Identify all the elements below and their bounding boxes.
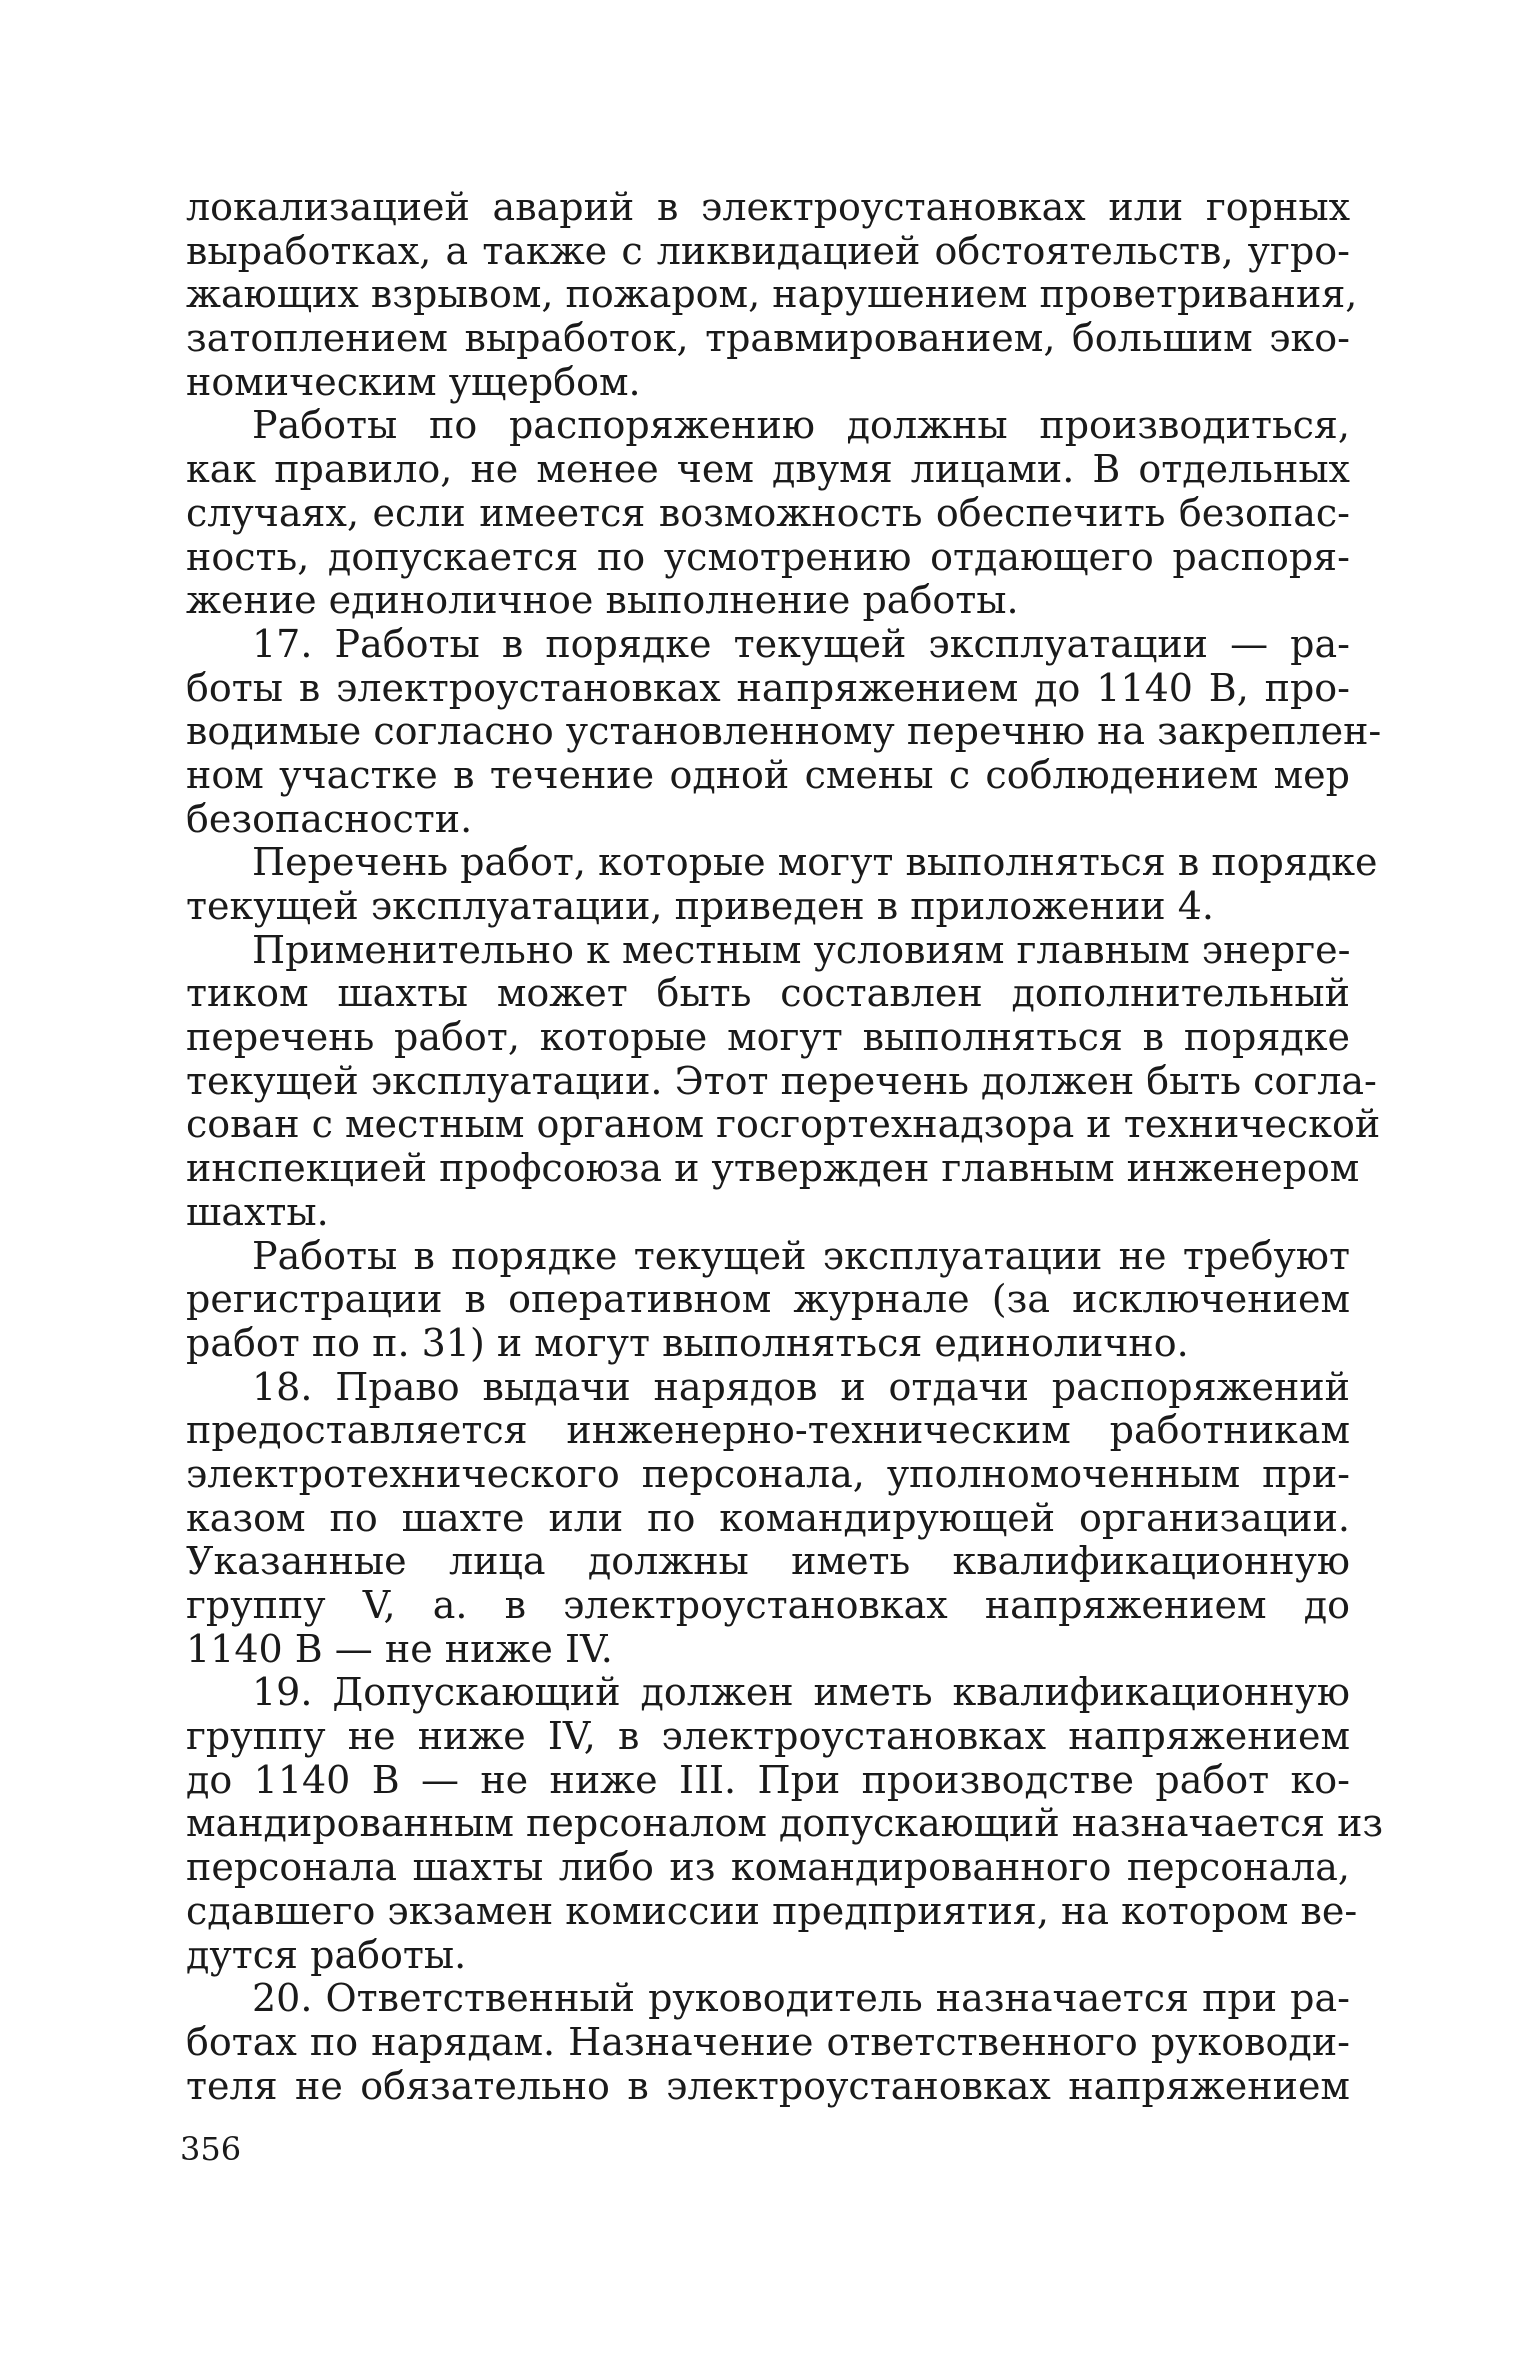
- paragraph: [186, 621, 1382, 841]
- text-line: текущей эксплуатации. Этот перечень должен быть согла-: [186, 1058, 1377, 1103]
- text-line: ность, допускается по усмотрению отдающего распоря-: [186, 534, 1350, 579]
- text-line: мандированным персоналом допускающий назначается из: [186, 1801, 1384, 1846]
- text-line: выработках, а также с ликвидацией обстоятельств, угро-: [186, 228, 1350, 273]
- text-line: персонала шахты либо из командированного персонала,: [186, 1845, 1350, 1890]
- paragraph: [186, 927, 1381, 1235]
- paragraph: [186, 404, 1350, 622]
- text-line: как правило, не менее чем двумя лицами. В отдельных: [186, 447, 1350, 492]
- text-line: Работы в порядке текущей эксплуатации не требуют: [252, 1233, 1350, 1278]
- page-number: 356: [180, 2130, 242, 2168]
- text-line: водимые согласно установленному перечню на закреплен-: [186, 709, 1382, 754]
- text-line: группу V, а. в электроустановках напряжением до: [186, 1583, 1350, 1627]
- text-line: сдавшего экзамен комиссии предприятия, на котором ве-: [186, 1888, 1358, 1933]
- text-line: затоплением выработок, травмированием, большим эко-: [186, 316, 1350, 361]
- paragraph: [186, 1235, 1350, 1366]
- text-line: теля не обязательно в электроустановках напряжением: [186, 2063, 1350, 2108]
- text-line: Работы по распоряжению должны производиться,: [252, 403, 1350, 448]
- text-line: 1140 В — не ниже IV.: [186, 1626, 613, 1671]
- text-line: группу не ниже IV, в электроустановках напряжением: [186, 1714, 1350, 1759]
- text-line: ботах по нарядам. Назначение ответственного руководи-: [186, 2019, 1350, 2064]
- text-line: тиком шахты может быть составлен дополнительный: [186, 971, 1350, 1016]
- text-line: 17. Работы в порядке текущей эксплуатации — ра-: [252, 621, 1350, 666]
- paragraph: [186, 185, 1358, 404]
- text-line: электротехнического персонала, уполномоченным при-: [186, 1451, 1350, 1496]
- text-line: Перечень работ, которые могут выполняться в порядке: [252, 840, 1378, 885]
- text-line: Применительно к местным условиям главным энерге-: [252, 927, 1351, 972]
- text-line: текущей эксплуатации, приведен в приложении 4.: [186, 884, 1214, 928]
- text-line: 20. Ответственный руководитель назначается при ра-: [252, 1976, 1350, 2021]
- text-line: регистрации в оперативном журнале (за исключением: [186, 1277, 1350, 1322]
- text-line: перечень работ, которые могут выполняться в порядке: [186, 1015, 1350, 1060]
- paragraph: [186, 840, 1378, 928]
- text-line: безопасности.: [186, 796, 473, 841]
- text-line: ном участке в течение одной смены с соблюдением мер: [186, 752, 1350, 797]
- text-line: сован с местным органом госгортехнадзора и технической: [186, 1102, 1381, 1147]
- text-line: предоставляется инженерно-техническим работникам: [186, 1408, 1350, 1453]
- text-line: работ по п. 31) и могут выполняться единолично.: [186, 1320, 1189, 1365]
- paragraph: [186, 1366, 1350, 1672]
- text-line: жение единоличное выполнение работы.: [186, 578, 1019, 623]
- paragraph: [186, 1977, 1350, 2108]
- text-line: жающих взрывом, пожаром, нарушением проветривания,: [186, 272, 1358, 317]
- text-line: случаях, если имеется возможность обеспечить безопас-: [186, 490, 1350, 535]
- text-line: шахты.: [186, 1189, 329, 1234]
- text-line: дутся работы.: [186, 1932, 467, 1977]
- text-line: боты в электроустановках напряжением до 1140 В, про-: [186, 665, 1350, 710]
- text-line: 19. Допускающий должен иметь квалификационную: [252, 1670, 1350, 1715]
- text-line: казом по шахте или по командирующей организации.: [186, 1495, 1350, 1540]
- text-line: 18. Право выдачи нарядов и отдачи распоряжений: [252, 1364, 1350, 1409]
- paragraph: [186, 1670, 1384, 1977]
- text-line: инспекцией профсоюза и утвержден главным инженером: [186, 1146, 1360, 1191]
- text-line: Указанные лица должны иметь квалификационную: [186, 1539, 1350, 1584]
- text-line: локализацией аварий в электроустановках или горных: [186, 185, 1350, 229]
- text-line: до 1140 В — не ниже III. При производстве работ ко-: [186, 1757, 1350, 1802]
- text-line: номическим ущербом.: [186, 359, 641, 404]
- page-text: [186, 185, 1384, 2336]
